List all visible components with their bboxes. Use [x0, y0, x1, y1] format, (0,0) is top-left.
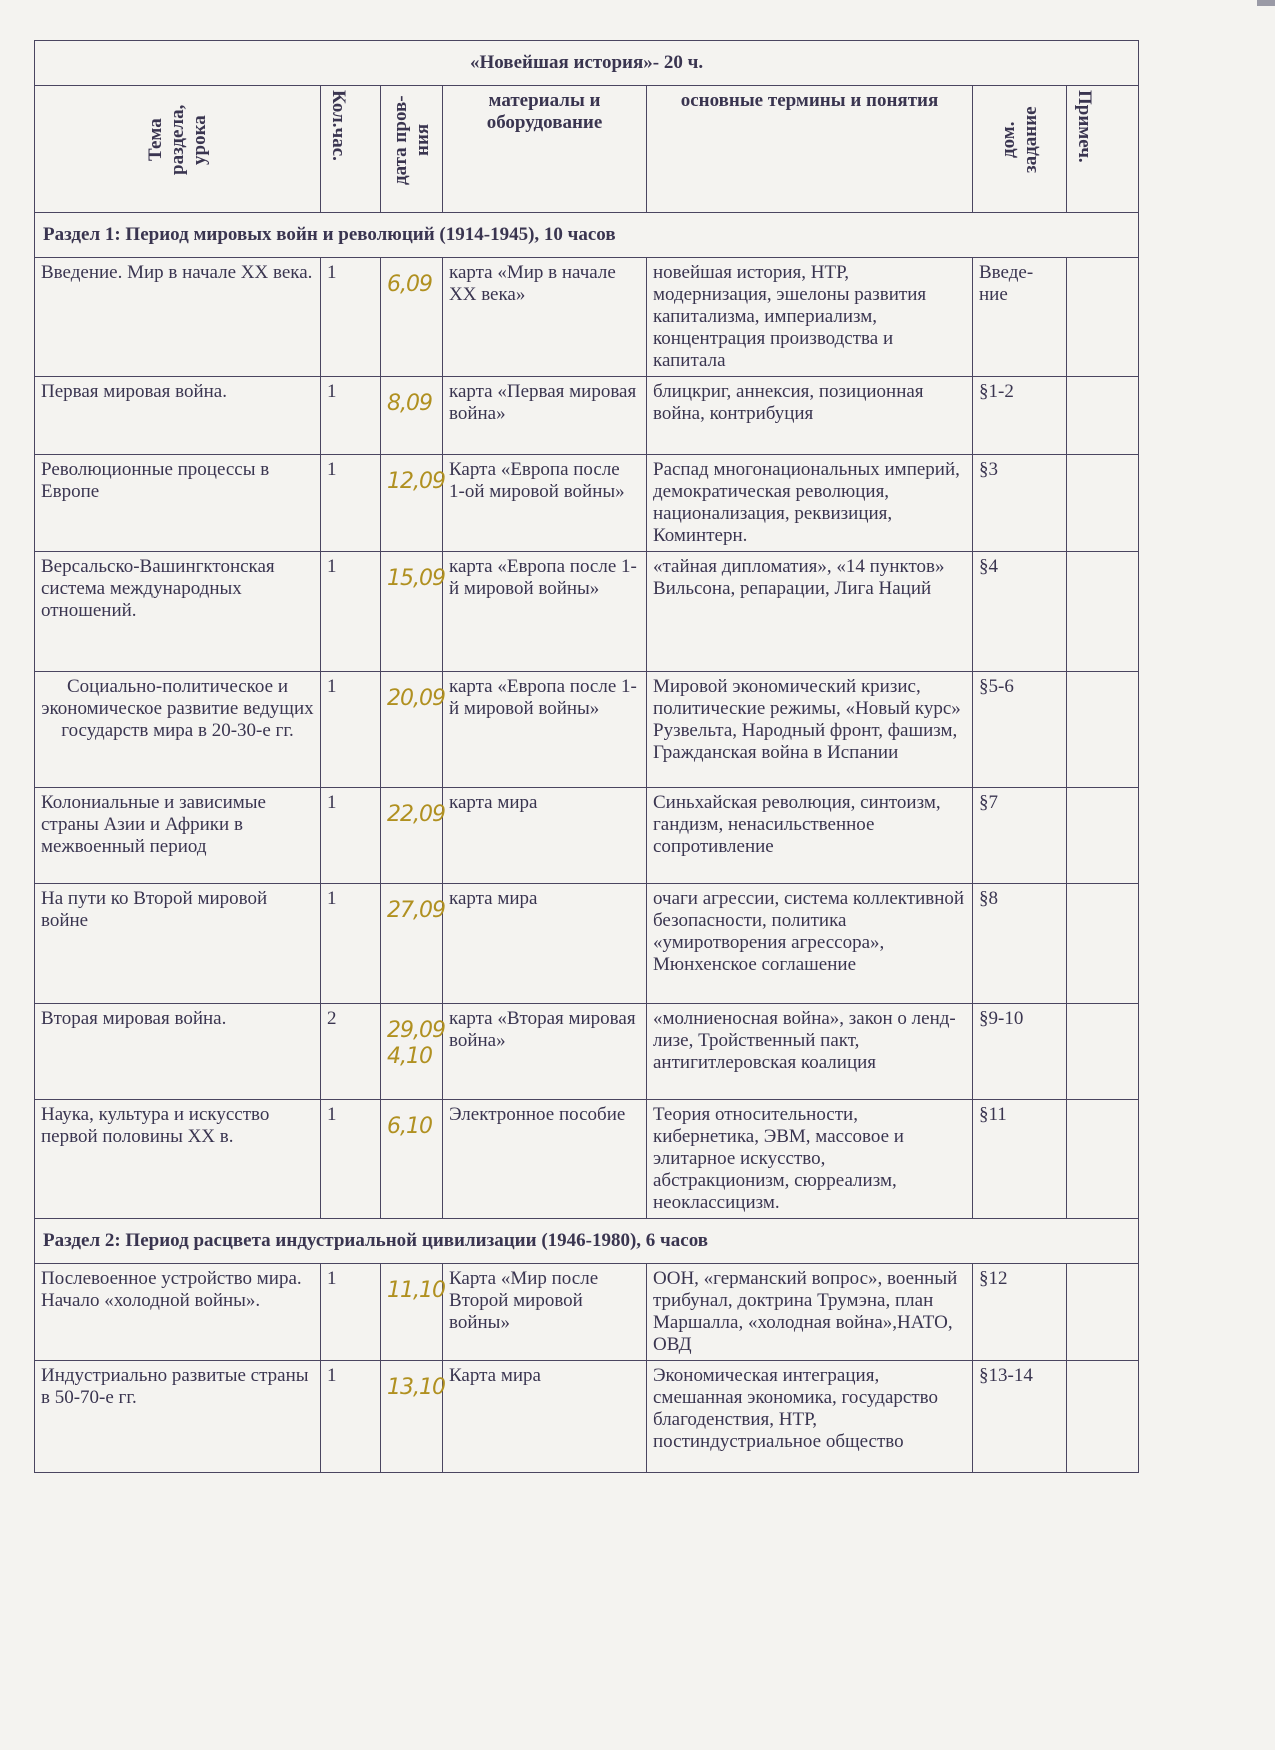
- cell-topic: Введение. Мир в начале XX века.: [35, 258, 321, 377]
- cell-topic: На пути ко Второй мировой войне: [35, 884, 321, 1004]
- cell-terms: Распад многонациональных империй, демократическая революция, национализация, реквизиция, Коминтерн.: [647, 455, 973, 552]
- table-row: [35, 552, 1139, 672]
- header-materials: материалы и оборудование: [443, 86, 647, 213]
- cell-terms: Мировой экономический кризис, политические режимы, «Новый курс» Рузвельта, Народный фронт, фашизм, Гражданская война в Испании: [647, 672, 973, 788]
- handwritten-date: 22,09: [387, 802, 445, 827]
- cell-notes: [1067, 672, 1139, 788]
- cell-materials: Карта «Мир после Второй мировой войны»: [443, 1264, 647, 1361]
- cell-date: [381, 455, 443, 552]
- cell-terms: блицкриг, аннексия, позиционная война, контрибуция: [647, 377, 973, 455]
- cell-homework: §11: [973, 1100, 1067, 1219]
- cell-topic: Версальско-Вашингктонская система международных отношений.: [35, 552, 321, 672]
- cell-homework: §13-14: [973, 1361, 1067, 1473]
- cell-materials: Карта мира: [443, 1361, 647, 1473]
- handwritten-date: 6,09: [387, 272, 432, 297]
- cell-hours: 1: [321, 788, 381, 884]
- cell-materials: Карта «Европа после 1-ой мировой войны»: [443, 455, 647, 552]
- cell-topic: Послевоенное устройство мира. Начало «холодной войны».: [35, 1264, 321, 1361]
- cell-homework: §9-10: [973, 1004, 1067, 1100]
- cell-terms: Синьхайская революция, синтоизм, гандизм, ненасильственное сопротивление: [647, 788, 973, 884]
- cell-notes: [1067, 1100, 1139, 1219]
- section-row: [35, 1219, 1139, 1264]
- cell-materials: карта «Первая мировая война»: [443, 377, 647, 455]
- handwritten-date: 12,09: [387, 469, 445, 494]
- cell-materials: Электронное пособие: [443, 1100, 647, 1219]
- handwritten-date: 20,09: [387, 686, 445, 711]
- cell-date: [381, 672, 443, 788]
- cell-materials: карта мира: [443, 884, 647, 1004]
- cell-hours: 2: [321, 1004, 381, 1100]
- cell-date: [381, 884, 443, 1004]
- cell-topic: Социально-политическое и экономическое развитие ведущих государств мира в 20-30-е гг.: [35, 672, 321, 788]
- cell-terms: Теория относительности, кибернетика, ЭВМ, массовое и элитарное искусство, абстракционизм, сюрреализм, неоклассицизм.: [647, 1100, 973, 1219]
- cell-terms: «тайная дипломатия», «14 пунктов» Вильсона, репарации, Лига Наций: [647, 552, 973, 672]
- cell-homework: §1-2: [973, 377, 1067, 455]
- header-hours: Кол.час.: [321, 86, 381, 213]
- cell-date: [381, 552, 443, 672]
- cell-materials: карта «Мир в начале XX века»: [443, 258, 647, 377]
- handwritten-date: 11,10: [387, 1278, 445, 1303]
- cell-homework: §7: [973, 788, 1067, 884]
- cell-notes: [1067, 377, 1139, 455]
- cell-homework: §3: [973, 455, 1067, 552]
- cell-terms: очаги агрессии, система коллективной безопасности, политика «умиротворения агрессора», Мюнхенское соглашение: [647, 884, 973, 1004]
- cell-topic: Революционные процессы в Европе: [35, 455, 321, 552]
- cell-materials: карта мира: [443, 788, 647, 884]
- table-row: [35, 1004, 1139, 1100]
- cell-notes: [1067, 1264, 1139, 1361]
- cell-notes: [1067, 258, 1139, 377]
- cell-hours: 1: [321, 672, 381, 788]
- cell-topic: Вторая мировая война.: [35, 1004, 321, 1100]
- cell-notes: [1067, 552, 1139, 672]
- header-terms: основные термины и понятия: [647, 86, 973, 213]
- lesson-plan-sheet: [34, 40, 1138, 1473]
- cell-terms: Экономическая интеграция, смешанная экономика, государство благоденствия, НТР, постиндустриальное общество: [647, 1361, 973, 1473]
- header-homework: дом. задание: [973, 86, 1067, 213]
- handwritten-date: 6,10: [387, 1114, 432, 1139]
- handwritten-date: 29,09 4,10: [387, 1018, 445, 1069]
- lesson-plan-table: [34, 40, 1139, 1473]
- cell-notes: [1067, 1004, 1139, 1100]
- header-date: дата пров-ния: [381, 86, 443, 213]
- handwritten-date: 15,09: [387, 566, 445, 591]
- table-row: [35, 884, 1139, 1004]
- scan-edge-mark: [1257, 0, 1275, 6]
- table-row: [35, 788, 1139, 884]
- cell-hours: 1: [321, 1100, 381, 1219]
- cell-topic: Колониальные и зависимые страны Азии и Африки в межвоенный период: [35, 788, 321, 884]
- cell-hours: 1: [321, 884, 381, 1004]
- cell-hours: 1: [321, 258, 381, 377]
- header-notes: Примеч.: [1067, 86, 1139, 213]
- cell-date: [381, 1264, 443, 1361]
- cell-notes: [1067, 455, 1139, 552]
- cell-terms: ООН, «германский вопрос», военный трибунал, доктрина Трумэна, план Маршалла, «холодная война»,НАТО, ОВД: [647, 1264, 973, 1361]
- cell-hours: 1: [321, 455, 381, 552]
- cell-homework: §8: [973, 884, 1067, 1004]
- table-row: [35, 1264, 1139, 1361]
- header-row: [35, 86, 1139, 213]
- table-row: [35, 1100, 1139, 1219]
- cell-terms: «молниеносная война», закон о ленд-лизе, Тройственный пакт, антигитлеровская коалиция: [647, 1004, 973, 1100]
- section-row: [35, 213, 1139, 258]
- table-row: [35, 258, 1139, 377]
- section-title: Раздел 2: Период расцвета индустриальной цивилизации (1946-1980), 6 часов: [35, 1219, 1139, 1264]
- cell-date: [381, 258, 443, 377]
- cell-notes: [1067, 1361, 1139, 1473]
- cell-date: [381, 1361, 443, 1473]
- cell-notes: [1067, 884, 1139, 1004]
- cell-date: [381, 377, 443, 455]
- table-row: [35, 672, 1139, 788]
- cell-hours: 1: [321, 377, 381, 455]
- header-topic: Тема раздела, урока: [35, 86, 321, 213]
- handwritten-date: 8,09: [387, 391, 432, 416]
- cell-terms: новейшая история, НТР, модернизация, эшелоны развития капитализма, империализм, концентрация производства и капитала: [647, 258, 973, 377]
- cell-homework: §4: [973, 552, 1067, 672]
- table-row: [35, 377, 1139, 455]
- cell-topic: Первая мировая война.: [35, 377, 321, 455]
- cell-topic: Наука, культура и искусство первой половины XX в.: [35, 1100, 321, 1219]
- table-title: «Новейшая история»- 20 ч.: [35, 41, 1139, 86]
- cell-notes: [1067, 788, 1139, 884]
- cell-materials: карта «Европа после 1-й мировой войны»: [443, 552, 647, 672]
- section-title: Раздел 1: Период мировых войн и революций (1914-1945), 10 часов: [35, 213, 1139, 258]
- cell-date: [381, 1004, 443, 1100]
- handwritten-date: 27,09: [387, 898, 445, 923]
- cell-homework: §5-6: [973, 672, 1067, 788]
- cell-homework: Введе-ние: [973, 258, 1067, 377]
- cell-date: [381, 1100, 443, 1219]
- cell-date: [381, 788, 443, 884]
- cell-homework: §12: [973, 1264, 1067, 1361]
- cell-hours: 1: [321, 552, 381, 672]
- cell-topic: Индустриально развитые страны в 50-70-е гг.: [35, 1361, 321, 1473]
- table-row: [35, 1361, 1139, 1473]
- handwritten-date: 13,10: [387, 1375, 445, 1400]
- cell-hours: 1: [321, 1264, 381, 1361]
- cell-materials: карта «Вторая мировая война»: [443, 1004, 647, 1100]
- table-row: [35, 455, 1139, 552]
- cell-materials: карта «Европа после 1-й мировой войны»: [443, 672, 647, 788]
- cell-hours: 1: [321, 1361, 381, 1473]
